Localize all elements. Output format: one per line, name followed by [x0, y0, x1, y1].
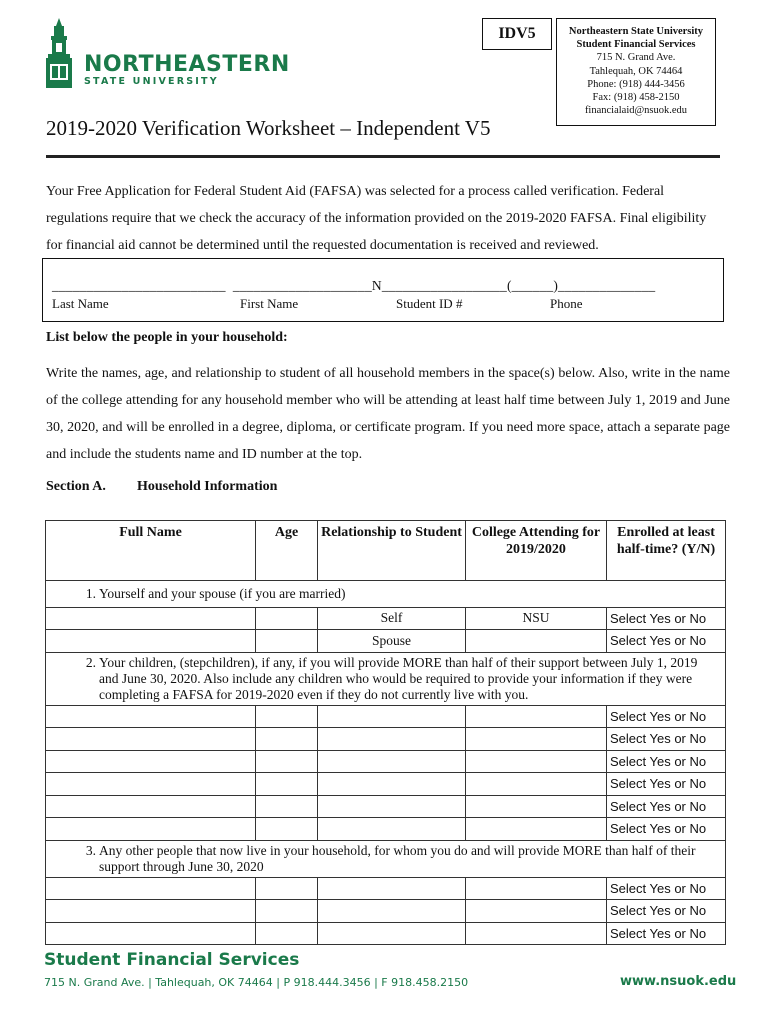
name-cell[interactable] — [46, 750, 256, 773]
enrolled-select[interactable]: Select Yes or No — [607, 818, 726, 841]
name-cell[interactable] — [46, 705, 256, 728]
age-cell[interactable] — [256, 607, 318, 630]
enrolled-select[interactable]: Select Yes or No — [607, 728, 726, 751]
college-cell[interactable] — [466, 900, 607, 923]
section-title: Household Information — [137, 479, 278, 494]
footer-website[interactable]: www.nsuok.edu — [620, 974, 737, 989]
enrolled-select[interactable]: Select Yes or No — [607, 773, 726, 796]
intro-paragraph: Your Free Application for Federal Student Aid (FAFSA) was selected for a process called verification. Federal regulations require that we check the accuracy of the information provided on the 2019-2020 FAFSA. Final eligibility for financial aid cannot be determined until the requested documentation is received and reviewed. — [46, 184, 707, 253]
household-list-heading: List below the people in your household: — [46, 330, 288, 345]
relationship-cell[interactable]: Spouse — [318, 630, 466, 653]
table-header-row — [46, 521, 726, 581]
group-row — [46, 652, 726, 705]
age-cell[interactable] — [256, 818, 318, 841]
table-row — [46, 607, 726, 630]
phone-label: Phone — [550, 296, 583, 311]
age-cell[interactable] — [256, 922, 318, 945]
enrolled-select[interactable]: Select Yes or No — [607, 795, 726, 818]
age-cell[interactable] — [256, 705, 318, 728]
college-cell[interactable] — [466, 630, 607, 653]
household-instructions: Write the names, age, and relationship to student of all household members in the space(s) below. Also, write in the name of the college attending for any household member who will be attending at least half time between July 1, 2019 and June 30, 2020, and will be enrolled in a degree, diploma, or certificate program. If you need more space, attach a separate page and include the students name and ID number at the top. — [46, 366, 730, 462]
footer-title: Student Financial Services — [44, 950, 300, 970]
name-cell[interactable] — [46, 607, 256, 630]
name-cell[interactable] — [46, 818, 256, 841]
college-cell[interactable] — [466, 773, 607, 796]
last-name-label: Last Name — [52, 296, 109, 311]
age-cell[interactable] — [256, 750, 318, 773]
table-row — [46, 750, 726, 773]
col-full-name: Full Name — [46, 521, 256, 581]
table-row — [46, 818, 726, 841]
age-cell[interactable] — [256, 773, 318, 796]
office-address-box — [556, 18, 716, 126]
college-cell[interactable] — [466, 795, 607, 818]
enrolled-select[interactable]: Select Yes or No — [607, 900, 726, 923]
age-cell[interactable] — [256, 728, 318, 751]
college-cell[interactable] — [466, 818, 607, 841]
enrolled-select[interactable]: Select Yes or No — [607, 705, 726, 728]
group-label: Any other people that now live in your household, for whom you do and will provide MORE than half of their support through June 30, 2020 — [99, 842, 696, 874]
college-cell[interactable] — [466, 750, 607, 773]
age-cell[interactable] — [256, 795, 318, 818]
enrolled-select[interactable]: Select Yes or No — [607, 877, 726, 900]
relationship-cell[interactable] — [318, 795, 466, 818]
table-row — [46, 795, 726, 818]
relationship-cell[interactable]: Self — [318, 607, 466, 630]
office-department: Student Financial Services — [576, 39, 696, 51]
college-cell[interactable] — [466, 705, 607, 728]
name-cell[interactable] — [46, 900, 256, 923]
college-cell[interactable]: NSU — [466, 607, 607, 630]
name-cell[interactable] — [46, 630, 256, 653]
table-row — [46, 630, 726, 653]
group-row — [46, 581, 726, 608]
table-row — [46, 728, 726, 751]
student-id-label: Student ID # — [396, 296, 463, 311]
group-label: Yourself and your spouse (if you are married) — [99, 585, 346, 601]
table-row — [46, 922, 726, 945]
enrolled-select[interactable]: Select Yes or No — [607, 750, 726, 773]
office-phone: Phone: (918) 444-3456 — [587, 78, 685, 90]
college-cell[interactable] — [466, 728, 607, 751]
footer-address: 715 N. Grand Ave. | Tahlequah, OK 74464 | P 918.444.3456 | F 918.458.2150 — [44, 976, 469, 989]
brand-subtitle: STATE UNIVERSITY — [84, 76, 219, 87]
name-cell[interactable] — [46, 728, 256, 751]
relationship-cell[interactable] — [318, 877, 466, 900]
age-cell[interactable] — [256, 877, 318, 900]
student-info-blank-line[interactable]: _________________________ ____________________N__________________(______)______________ — [52, 278, 656, 293]
relationship-cell[interactable] — [318, 900, 466, 923]
relationship-cell[interactable] — [318, 750, 466, 773]
office-name: Northeastern State University — [568, 26, 704, 37]
title-divider — [46, 155, 720, 158]
table-row — [46, 877, 726, 900]
name-cell[interactable] — [46, 795, 256, 818]
name-cell[interactable] — [46, 877, 256, 900]
name-cell[interactable] — [46, 922, 256, 945]
relationship-cell[interactable] — [318, 705, 466, 728]
col-enrolled: Enrolled at least half-time? (Y/N) — [607, 521, 726, 581]
table-row — [46, 900, 726, 923]
age-cell[interactable] — [256, 900, 318, 923]
group-row — [46, 840, 726, 877]
relationship-cell[interactable] — [318, 728, 466, 751]
name-cell[interactable] — [46, 773, 256, 796]
table-row — [46, 773, 726, 796]
enrolled-select[interactable]: Select Yes or No — [607, 630, 726, 653]
col-college: College Attending for 2019/2020 — [466, 521, 607, 581]
first-name-label: First Name — [240, 296, 299, 311]
college-cell[interactable] — [466, 922, 607, 945]
group-number: 1. — [85, 585, 96, 601]
group-number: 2. — [85, 654, 96, 670]
page-title: 2019-2020 Verification Worksheet – Independent V5 — [46, 116, 491, 140]
group-number: 3. — [85, 842, 96, 858]
table-row — [46, 705, 726, 728]
relationship-cell[interactable] — [318, 922, 466, 945]
household-table — [45, 520, 726, 945]
office-street: 715 N. Grand Ave. — [596, 52, 676, 64]
col-relationship: Relationship to Student — [318, 521, 466, 581]
university-tower-logo-icon — [40, 18, 78, 88]
college-cell[interactable] — [466, 877, 607, 900]
enrolled-select[interactable]: Select Yes or No — [607, 922, 726, 945]
brand-name: NORTHEASTERN — [84, 52, 290, 77]
age-cell[interactable] — [256, 630, 318, 653]
col-age: Age — [256, 521, 318, 581]
office-email: financialaid@nsuok.edu — [584, 105, 688, 117]
enrolled-select[interactable]: Select Yes or No — [607, 607, 726, 630]
group-label: Your children, (stepchildren), if any, if you will provide MORE than half of their support between July 1, 2019 and June 30, 2020. Also include any children who would be required to provide your information if they were completing a FAFSA for 2019-2020 even if they do not currently live with you. — [99, 654, 698, 702]
relationship-cell[interactable] — [318, 773, 466, 796]
form-code-box: IDV5 — [482, 18, 552, 50]
office-city: Tahlequah, OK 74464 — [589, 65, 683, 77]
office-fax: Fax: (918) 458-2150 — [592, 92, 680, 104]
relationship-cell[interactable] — [318, 818, 466, 841]
section-label: Section A. — [46, 479, 106, 494]
